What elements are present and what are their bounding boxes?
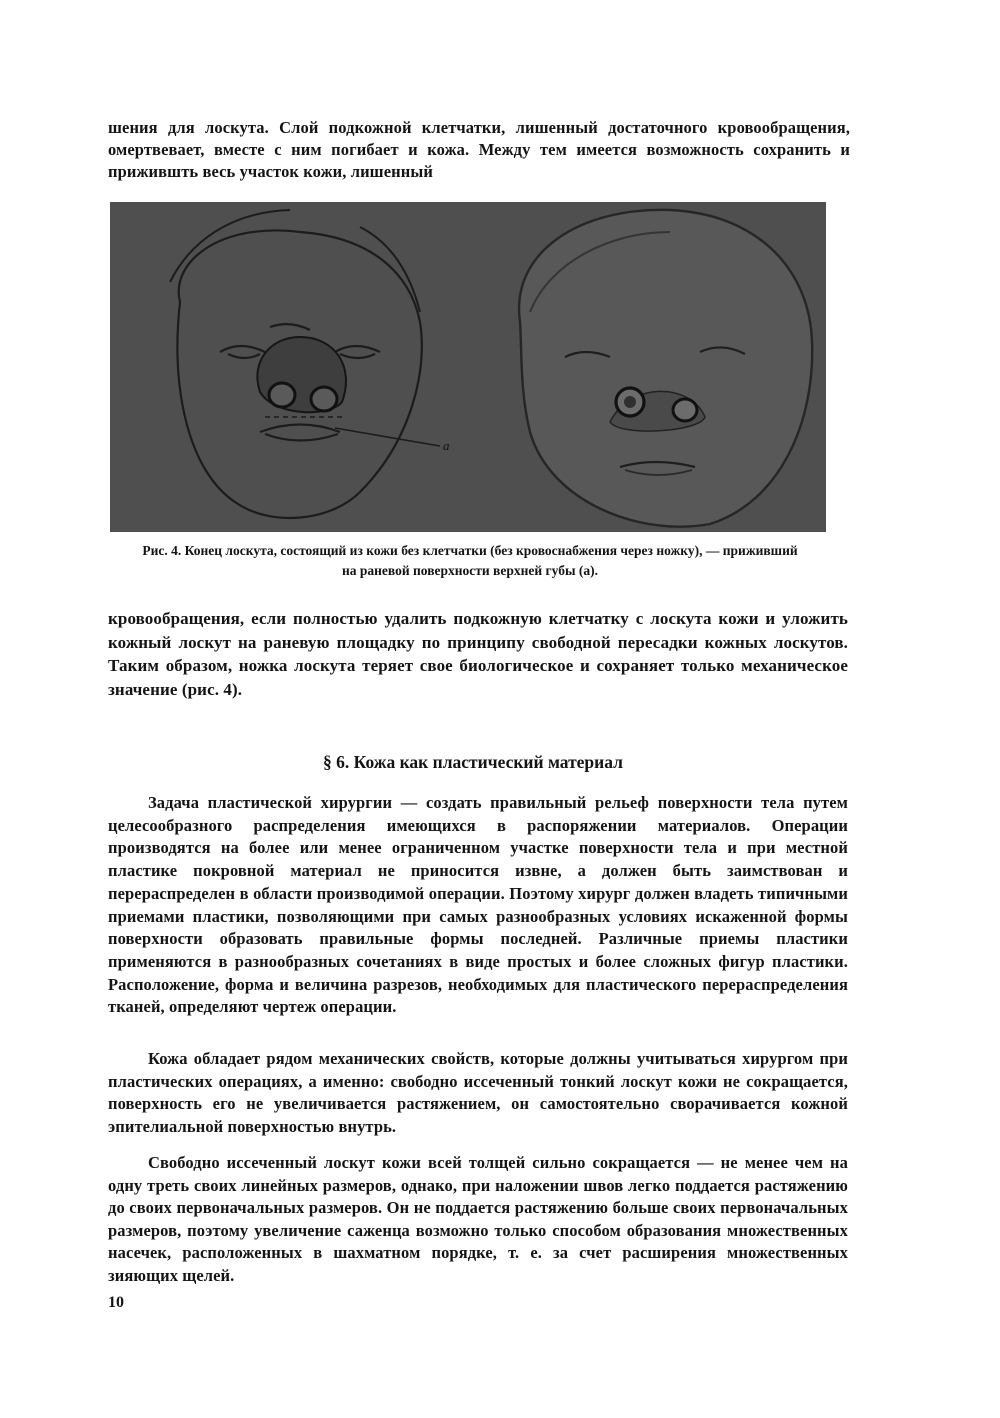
page-number: 10: [108, 1294, 124, 1311]
top-paragraph: шения для лоскута. Слой подкожной клетчатки, лишенный достаточного кровообращения, омертвевает, вместе с ним погибает и кожа. Между тем имеется возможность сохранить и прижившть весь участок кожи, лишенный: [108, 118, 850, 181]
paragraph-3: Задача пластической хирургии — создать правильный рельеф поверхности тела путем целесообразного распределения имеющихся в распоряжении материалов. Операции производятся на более или менее ограниченном участке поверхности тела и при местной пластике покровной материал не приносится извне, а должен быть заимствован и перераспределен в области производимой операции. Поэтому хирург должен владеть типичными приемами пластики, позволяющими при самых разнообразных условиях искаженной формы поверхности образовать правильные формы последней. Различные приемы пластики применяются в разнообразных сочетаниях в виде простых и более сложных фигур пластики. Расположение, форма и величина разрезов, необходимых для пластического перераспределения тканей, определяют чертеж операции.: [108, 793, 848, 1017]
right-face-photo: [519, 210, 812, 527]
paragraph-2: кровообращения, если полностью удалить подкожную клетчатку с лоскута кожи и уложить кожный лоскут на раневую площадку по принципу свободной пересадки кожных лоскутов. Таким образом, ножка лоскута теряет свое биологическое и сохраняет только механическое значение (рис. 4).: [108, 609, 848, 699]
figure-label-a: а: [443, 438, 450, 453]
paragraph-5: Свободно иссеченный лоскут кожи всей толщей сильно сокращается — не менее чем на одну треть своих линейных размеров, однако, при наложении швов легко поддается растяжению до своих первоначальных размеров. Он не поддается растяжению больше своих первоначальных размеров, поэтому увеличение саженца возможно только способом образования множественных насечек, расположенных в шахматном порядке, т. е. за счет расширения множественных зияющих щелей.: [108, 1153, 848, 1285]
figure-4: [110, 202, 826, 532]
paragraph-4: Кожа обладает рядом механических свойств, которые должны учитываться хирургом при пластических операциях, а именно: свободно иссеченный тонкий лоскут кожи не сокращается, поверхность его не увеличивается растяжением, он самостоятельно сворачивается кожной эпителиальной поверхностью внутрь.: [108, 1049, 848, 1137]
left-nose: [257, 337, 346, 412]
figure-caption: Рис. 4. Конец лоскута, состоящий из кожи без клетчатки (без кровоснабжения через ножку), — приживший на раневой поверхности верхней губы (а).: [142, 543, 798, 578]
face-drawings: [110, 202, 826, 532]
section-heading: § 6. Кожа как пластический материал: [323, 752, 623, 772]
